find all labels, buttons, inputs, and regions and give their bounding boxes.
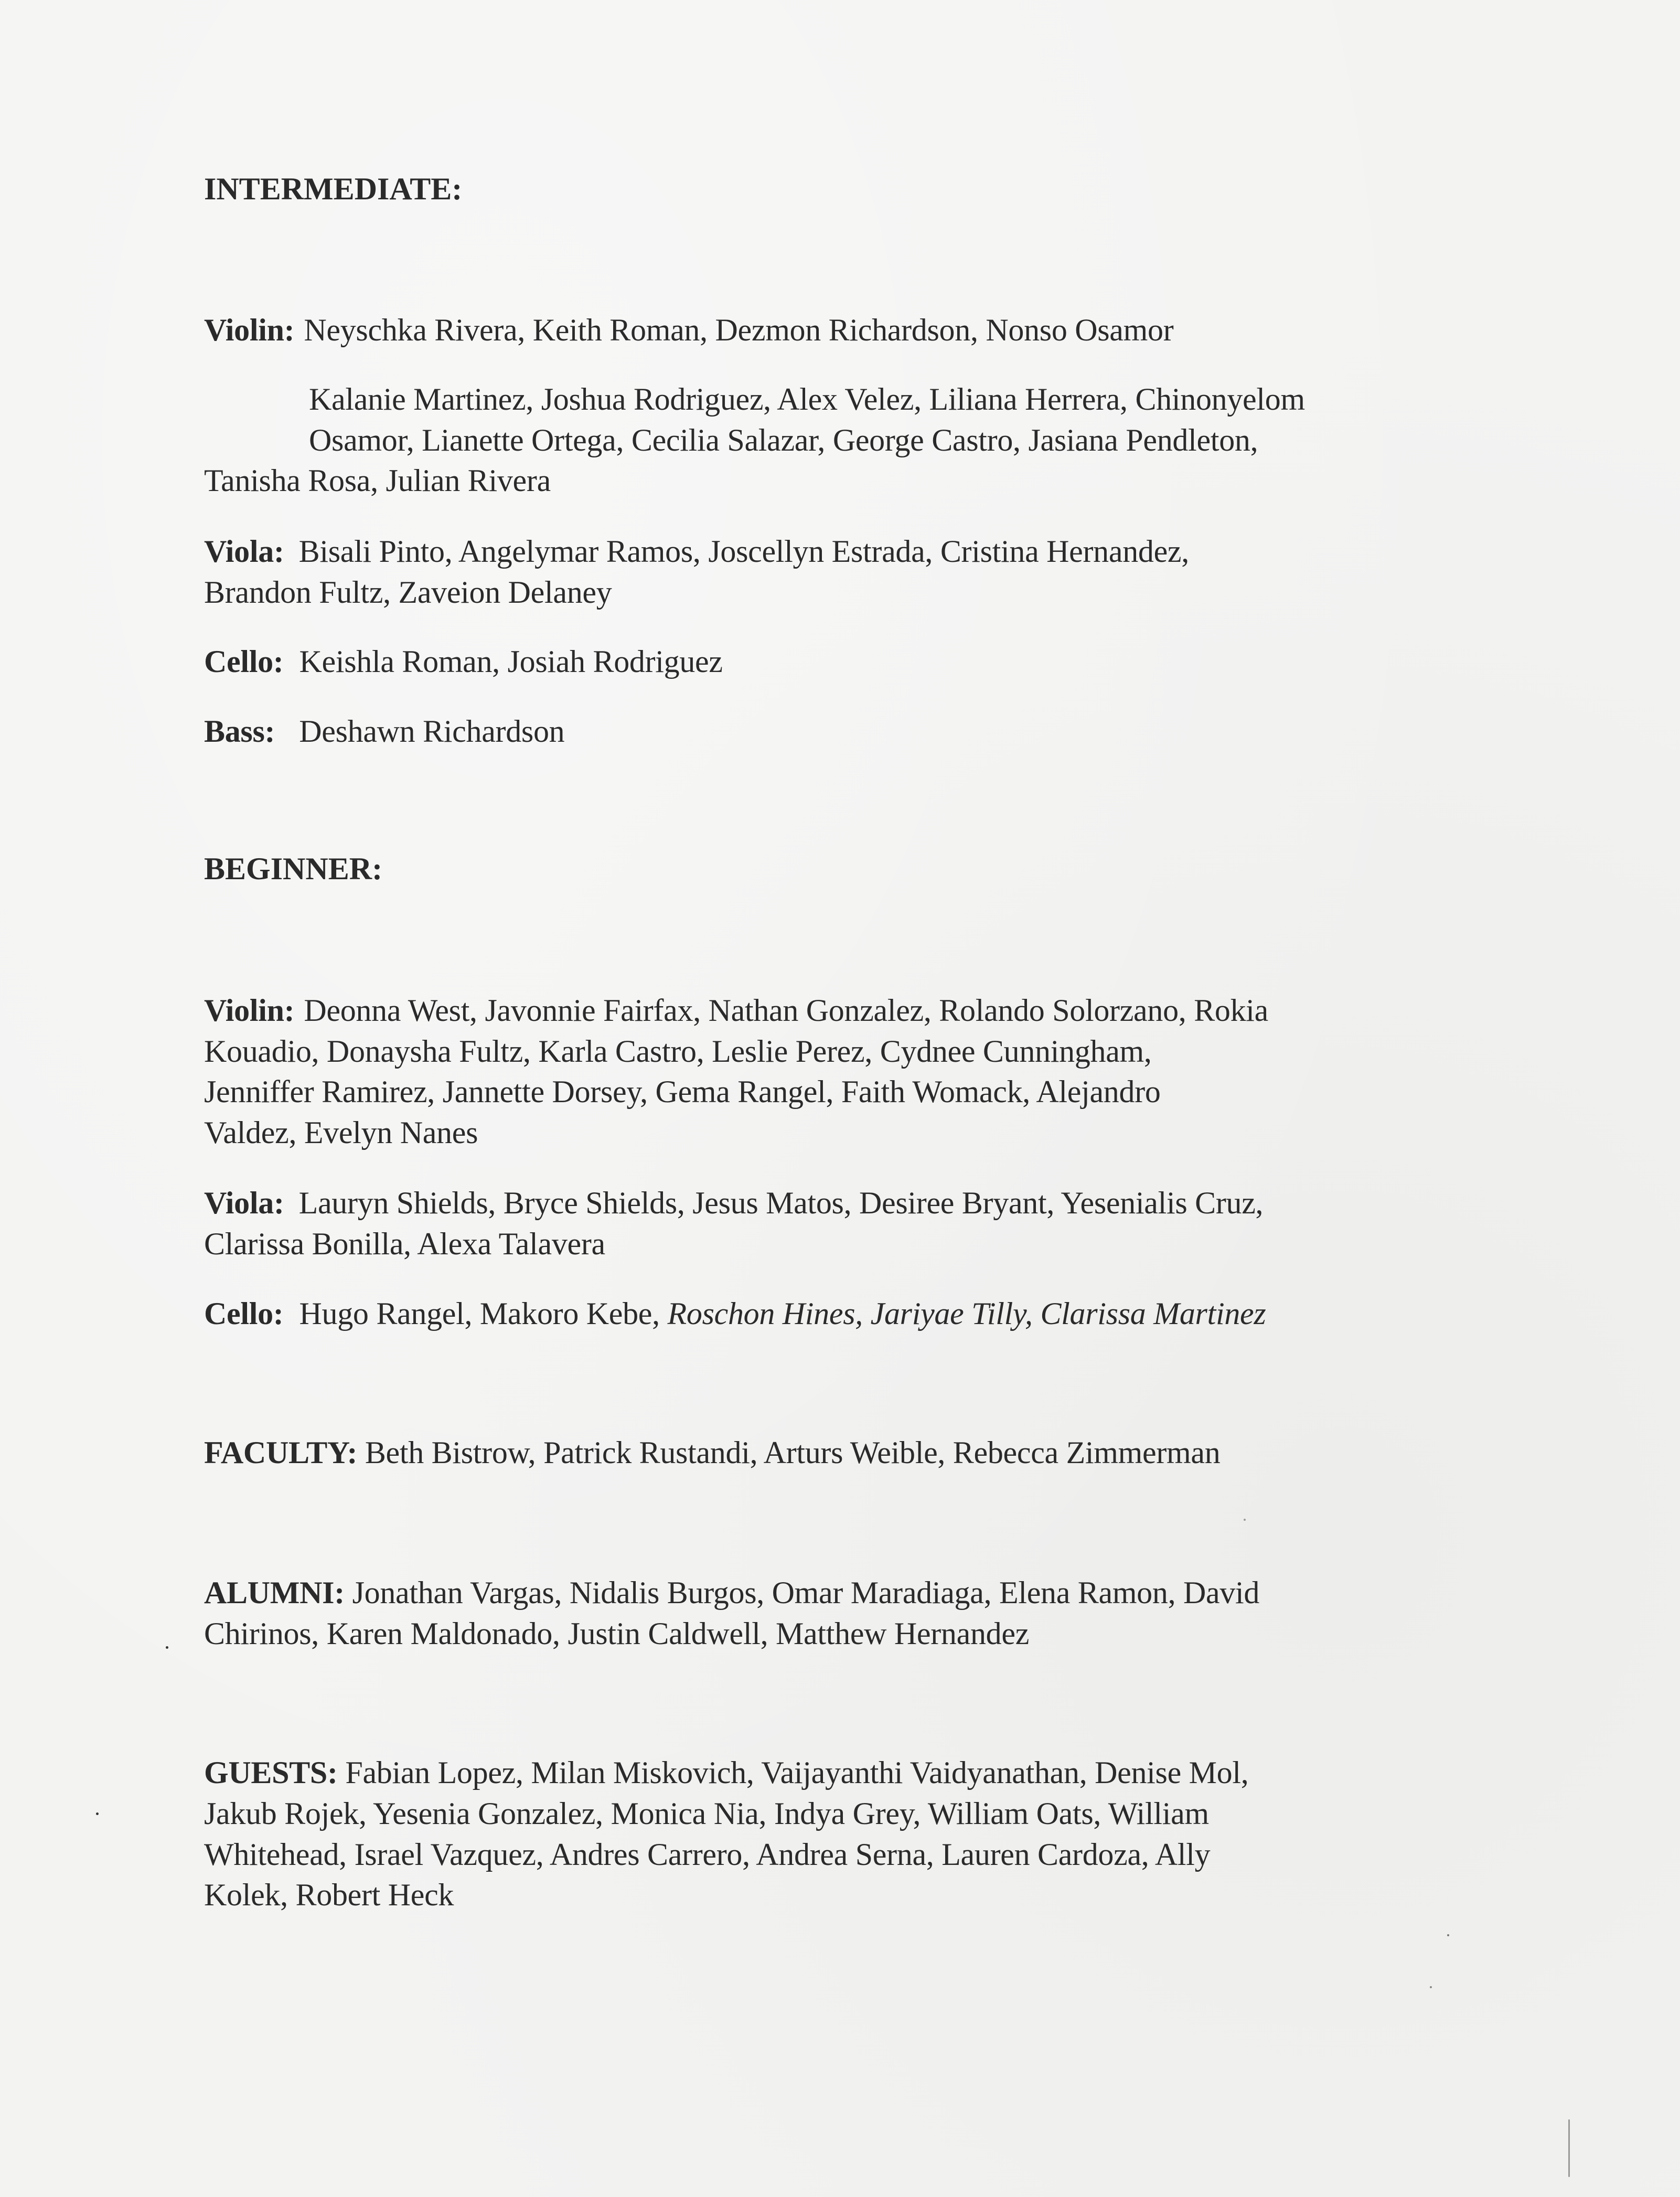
intermediate-viola-label: Viola:: [204, 534, 284, 569]
intermediate-bass-names: Deshawn Richardson: [299, 714, 565, 749]
intermediate-violin-line-3: Osamor, Lianette Ortega, Cecilia Salazar, George Castro, Jasiana Pendleton,: [309, 423, 1258, 457]
alumni-line-2: Chirinos, Karen Maldonado, Justin Caldwell, Matthew Hernandez: [204, 1616, 1030, 1651]
scan-speck: [166, 1646, 168, 1649]
faculty-names: Beth Bistrow, Patrick Rustandi, Arturs Weible, Rebecca Zimmerman: [365, 1435, 1221, 1470]
scan-speck: [1447, 1934, 1449, 1936]
intermediate-bass-label: Bass:: [204, 714, 275, 749]
faculty-label: FACULTY:: [204, 1435, 358, 1470]
intermediate-bass-line-1: [204, 711, 564, 752]
intermediate-violin-line-2: Kalanie Martinez, Joshua Rodriguez, Alex Velez, Liliana Herrera, Chinonyelom: [309, 382, 1305, 417]
beginner-violin-line-3: Jenniffer Ramirez, Jannette Dorsey, Gema Rangel, Faith Womack, Alejandro: [204, 1074, 1161, 1109]
intermediate-cello-line-1: [204, 641, 723, 682]
scan-edge-mark: [1568, 2119, 1570, 2177]
scan-speck: [1430, 1986, 1432, 1988]
beginner-viola-label: Viola:: [204, 1186, 284, 1220]
beginner-cello-line-1: [204, 1293, 1266, 1334]
beginner-cello-label: Cello:: [204, 1296, 284, 1331]
beginner-violin-line-4: Valdez, Evelyn Nanes: [204, 1115, 478, 1150]
alumni-line-1: [204, 1572, 1259, 1613]
intermediate-violin-line-4: Tanisha Rosa, Julian Rivera: [204, 463, 551, 498]
guests-line-2: Jakub Rojek, Yesenia Gonzalez, Monica Nia, Indya Grey, William Oats, William: [204, 1796, 1209, 1831]
faculty-line-1: [204, 1432, 1220, 1473]
intermediate-violin-line-1: [204, 310, 1173, 350]
beginner-viola-names: Lauryn Shields, Bryce Shields, Jesus Matos, Desiree Bryant, Yesenialis Cruz,: [298, 1186, 1264, 1220]
intermediate-viola-line-2: Brandon Fultz, Zaveion Delaney: [204, 575, 612, 610]
alumni-names: Jonathan Vargas, Nidalis Burgos, Omar Maradiaga, Elena Ramon, David: [352, 1575, 1260, 1610]
scan-speck: [96, 1812, 99, 1815]
scan-speck: [1244, 1519, 1246, 1521]
beginner-cello-names-regular: Hugo Rangel, Makoro Kebe,: [299, 1296, 660, 1331]
guests-line-1: [204, 1752, 1248, 1793]
intermediate-heading: INTERMEDIATE:: [204, 172, 463, 206]
intermediate-viola-line-1: [204, 531, 1189, 572]
intermediate-viola-names: Bisali Pinto, Angelymar Ramos, Joscellyn Estrada, Cristina Hernandez,: [298, 534, 1189, 569]
beginner-violin-line-1: [204, 990, 1268, 1031]
beginner-violin-label: Violin:: [204, 993, 295, 1028]
beginner-heading: BEGINNER:: [204, 851, 383, 886]
beginner-violin-names: Deonna West, Javonnie Fairfax, Nathan Gonzalez, Rolando Solorzano, Rokia: [304, 993, 1269, 1028]
intermediate-cello-label: Cello:: [204, 644, 284, 679]
intermediate-violin-label: Violin:: [204, 313, 295, 347]
guests-names: Fabian Lopez, Milan Miskovich, Vaijayanthi Vaidyanathan, Denise Mol,: [345, 1755, 1249, 1790]
alumni-label: ALUMNI:: [204, 1575, 345, 1610]
beginner-viola-line-1: [204, 1182, 1263, 1223]
guests-line-3: Whitehead, Israel Vazquez, Andres Carrero, Andrea Serna, Lauren Cardoza, Ally: [204, 1837, 1211, 1872]
guests-label: GUESTS:: [204, 1755, 338, 1790]
guests-line-4: Kolek, Robert Heck: [204, 1878, 454, 1912]
intermediate-violin-names: Neyschka Rivera, Keith Roman, Dezmon Richardson, Nonso Osamor: [304, 313, 1174, 347]
beginner-viola-line-2: Clarissa Bonilla, Alexa Talavera: [204, 1227, 605, 1261]
intermediate-cello-names: Keishla Roman, Josiah Rodriguez: [299, 644, 723, 679]
beginner-cello-names-italic: Roschon Hines, Jariyae Tilly, Clarissa Martinez: [667, 1296, 1266, 1331]
beginner-violin-line-2: Kouadio, Donaysha Fultz, Karla Castro, Leslie Perez, Cydnee Cunningham,: [204, 1034, 1152, 1069]
